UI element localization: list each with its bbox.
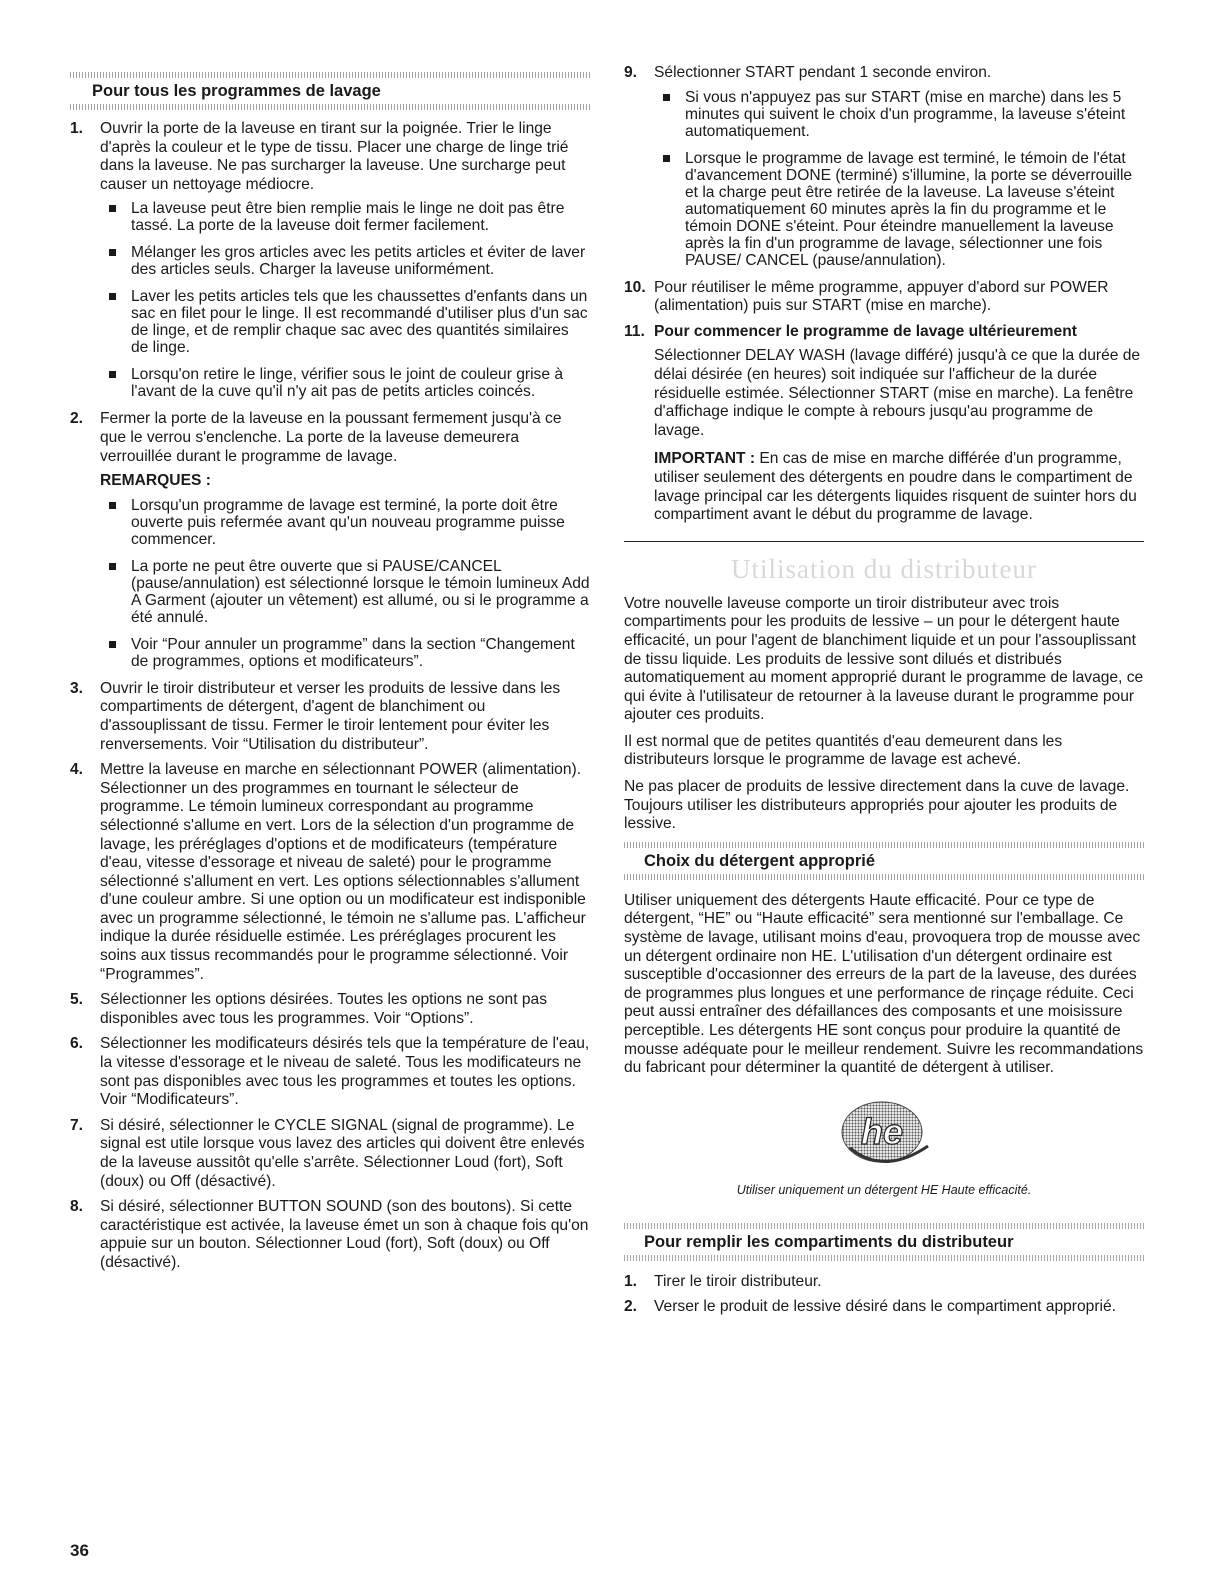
bullet-text: La laveuse peut être bien remplie mais le linge ne doit pas être tassé. La porte de la laveuse doit fermer facilement. [131,200,565,235]
detergent-paragraph: Utiliser uniquement des détergents Haute efficacité. Pour ce type de détergent, “HE” ou “Haute efficacité” sera mentionné sur l'emballage. Ce système de lavage, utilisant moins d'eau, provoquera trop de mousse avec un détergent ordinaire non HE. L'utilisation d'un détergent ordinaire est susceptible d'occasionner des erreurs de la part de la laveuse, des durées de programmes plus longues et une performance de rinçage réduite. Ceci peut aussi entraîner des défaillances des composants et une moisissure perceptible. Les détergents HE sont conçus pour produire la quantité de mousse adéquate pour le meilleur rendement. Suivre les recommandations du fabricant pour déterminer la quantité de détergent à utiliser. [624,891,1144,1077]
section-title-detergent: Choix du détergent approprié [644,851,876,870]
section-rule-top [624,842,1144,848]
right-column [624,64,1144,1324]
wash-steps-list [70,120,590,1273]
section-divider [624,541,1144,542]
step-text: Ouvrir la porte de la laveuse en tirant sur la poignée. Trier le linge d'après la couleur et le type de tissu. Placer une charge de linge trié dans la laveuse. Ne pas surcharger la laveuse. Une surcharge peut causer un nettoyage médiocre. [100,120,569,193]
step-number: 6. [70,1035,84,1053]
step-9 [624,64,1144,269]
he-logo [624,1098,1144,1177]
section-title-fill: Pour remplir les compartiments du distributeur [644,1232,1014,1251]
section-title-all-programs: Pour tous les programmes de lavage [92,82,381,100]
bullet-text: Lorsqu'on retire le linge, vérifier sous le joint de couleur grise à l'avant de la cuve qu'il n'y ait pas de petits articles coincés. [131,366,564,401]
he-logo-text: he [860,1110,904,1152]
fill-step [624,1273,1144,1292]
bullet-text: La porte ne peut être ouverte que si PAUSE/CANCEL (pause/annulation) est sélectionné lorsque le témoin lumineux Add A Garment (ajouter un vêtement) est allumé, ou si le programme a été annulé. [131,557,590,626]
bullet-square-icon [109,371,116,378]
step-text: Sélectionner les modificateurs désirés tels que la température de l'eau, la vitesse d'essorage et le niveau de saleté. Tous les modificateurs ne sont pas disponibles avec tous les programmes et toutes les options. Voir “Modificateurs”. [100,1035,590,1109]
bullet-text: Mélanger les gros articles avec les petits articles et éviter de laver des articles seuls. Charger la laveuse uniformément. [131,244,586,279]
step-text: Pour réutiliser le même programme, appuyer d'abord sur POWER (alimentation) puis sur START (mise en marche). [654,278,1109,315]
bullet-item [100,288,590,356]
bullet-square-icon [109,205,116,212]
bullet-item [100,558,590,626]
step-text: Si désiré, sélectionner BUTTON SOUND (son des boutons). Si cette caractéristique est activée, la laveuse émet un son à chaque fois qu'on appuie sur un bouton. Sélectionner Loud (fort), Soft (doux) ou Off (désactivé). [100,1198,589,1271]
step-number: 2. [624,1298,638,1316]
step-number: 11. [624,322,645,340]
step-number: 8. [70,1198,84,1216]
step-2 [70,410,590,669]
step-2-bullets [100,497,590,670]
important-text: En cas de mise en marche différée d'un programme, utiliser seulement des détergents en poudre dans le compartiment de lavage principal car les détergents liquides risquent de suinter hors du compartiment avant le début du programme de lavage. [654,450,1137,524]
bullet-text: Si vous n'appuyez pas sur START (mise en marche) dans les 5 minutes qui suivent le choix d'un programme, la laveuse s'éteint automatiquement. [685,88,1126,140]
step-8 [70,1198,590,1272]
step-text: Fermer la porte de la laveuse en la poussant fermement jusqu'à ce que le verrou s'enclenche. La porte de la laveuse demeurera verrouillée durant le programme de lavage. [100,410,562,465]
distributor-title: Utilisation du distributeur [731,553,1037,584]
section-rule-top [70,72,590,78]
remarks-label: REMARQUES : [100,472,211,490]
step-5 [70,991,590,1028]
section-rule-bottom [70,104,590,110]
step-number: 1. [624,1272,638,1290]
he-logo-caption: Utiliser uniquement un détergent HE Haute efficacité. [736,1182,1032,1197]
step-number: 5. [70,991,84,1009]
step-title: Pour commencer le programme de lavage ultérieurement [654,322,1077,340]
he-logo-icon [836,1098,932,1172]
step-6 [70,1035,590,1109]
step-10 [624,279,1144,316]
step-number: 2. [70,410,84,428]
bullet-text: Lorsqu'un programme de lavage est terminé, la porte doit être ouverte puis refermée avant qu'un nouveau programme puisse commencer. [131,496,565,548]
fill-step [624,1298,1144,1317]
page-number: 36 [70,1541,89,1560]
distributor-paragraph: Ne pas placer de produits de lessive directement dans la cuve de lavage. Toujours utiliser les distributeurs appropriés pour ajouter les produits de lessive. [624,778,1130,833]
bullet-item [100,497,590,548]
step-number: 4. [70,761,84,779]
step-number: 1. [70,120,84,137]
bullet-item [100,244,590,278]
bullet-item [100,636,590,670]
step-1 [70,120,590,400]
bullet-item [654,89,1144,140]
bullet-square-icon [663,155,670,162]
distributor-paragraph: Votre nouvelle laveuse comporte un tiroir distributeur avec trois compartiments pour les produits de lessive – un pour le détergent haute efficacité, un pour l'agent de blanchiment liquide et un pour l'assouplissant de tissu liquide. Les produits de lessive sont dilués et distribués automatiquement au moment approprié durant le programme de lavage, ce qui évite à l'utilisateur de retourner à la laveuse durant le programme pour ajouter ces produits. [624,594,1144,724]
section-rule-bottom [624,874,1144,880]
important-note [654,450,1144,524]
section-rule-bottom [624,1255,1144,1261]
step-text: Sélectionner les options désirées. Toutes les options ne sont pas disponibles avec tous les programmes. Voir “Options”. [100,991,548,1027]
bullet-square-icon [109,249,116,256]
step-4 [70,761,590,984]
bullet-text: Lorsque le programme de lavage est terminé, le témoin de l'état d'avancement DONE (terminé) s'illumine, la porte se déverrouille et la charge peut être retirée de la laveuse. La laveuse s'éteint automatiquement 60 minutes après la fin du programme et le témoin DONE s'éteint. Pour éteindre manuellement la laveuse après la fin d'un programme de lavage, sélectionner une fois PAUSE/ CANCEL (pause/annulation). [685,149,1133,269]
step-number: 3. [70,679,84,697]
step-number: 10. [624,278,646,296]
step-text: Si désiré, sélectionner le CYCLE SIGNAL (signal de programme). Le signal est utile lorsque vous lavez des articles qui doivent être enlevés de la laveuse aussitôt qu'elle s'arrête. Sélectionner Loud (fort), Soft (doux) ou Off (désactivé). [100,1116,585,1190]
bullet-square-icon [109,293,116,300]
step-text: Ouvrir le tiroir distributeur et verser les produits de lessive dans les compartiments de détergent, d'agent de blanchiment ou d'assouplissant de tissu. Fermer le tiroir lentement pour éviter les renversements. Voir “Utilisation du distributeur”. [100,679,561,753]
bullet-square-icon [109,563,116,570]
step-text: Sélectionner START pendant 1 seconde environ. [654,64,992,81]
step-text: Mettre la laveuse en marche en sélectionnant POWER (alimentation). Sélectionner un des programmes en tournant le sélecteur de programme. Le témoin lumineux correspondant au programme sélectionné s'allume en vert. Lors de la sélection d'un programme de lavage, les préréglages d'options et de modificateurs (température d'eau, vitesse d'essorage et niveau de saleté) pour le programme sélectionné s'allument en vert. Les options sélectionnables s'allument d'une couleur ambre. Si une option ou un modificateur est indisponible avec un programme sélectionné, le témoin ne s'allume pas. L'afficheur indique la durée résiduelle estimée. Les préréglages procurent les soins aux tissus recommandés pour le programme sélectionné. Voir “Programmes”. [100,761,586,983]
bullet-text: Laver les petits articles tels que les chaussettes d'enfants dans un sac en filet pour le linge. Il est recommandé d'utiliser plus d'un sac de linge, et de remplir chaque sac avec des quantités similaires de linge. [131,288,588,357]
step-text: Verser le produit de lessive désiré dans le compartiment approprié. [654,1298,1116,1316]
step-7 [70,1117,590,1191]
step-number: 9. [624,64,638,81]
step-11 [624,323,1144,525]
bullet-item [100,366,590,400]
step-1-bullets [100,200,590,400]
bullet-square-icon [663,94,670,101]
important-label: IMPORTANT : [654,450,756,468]
distributor-paragraph: Il est normal que de petites quantités d'eau demeurent dans les distributeurs lorsque le programme de lavage est achevé. [624,732,1063,769]
left-column [70,72,590,1280]
step-number: 7. [70,1116,84,1134]
bullet-square-icon [109,502,116,509]
bullet-text: Voir “Pour annuler un programme” dans la section “Changement de programmes, options et modificateurs”. [131,635,575,670]
bullet-square-icon [109,641,116,648]
wash-steps-continued [624,64,1144,525]
step-text: Sélectionner DELAY WASH (lavage différé) jusqu'à ce que la durée de délai désirée (en heures) soit indiquée sur l'afficheur de la durée résiduelle estimée. Sélectionner START (mise en marche). La fenêtre d'affichage indique le compte à rebours jusqu'au programme de lavage. [654,347,1141,439]
bullet-item [654,150,1144,269]
step-text: Tirer le tiroir distributeur. [654,1272,822,1290]
fill-steps-list [624,1273,1144,1317]
step-9-bullets [654,89,1144,269]
bullet-item [100,200,590,234]
step-3 [70,680,590,754]
section-rule-top [624,1223,1144,1229]
